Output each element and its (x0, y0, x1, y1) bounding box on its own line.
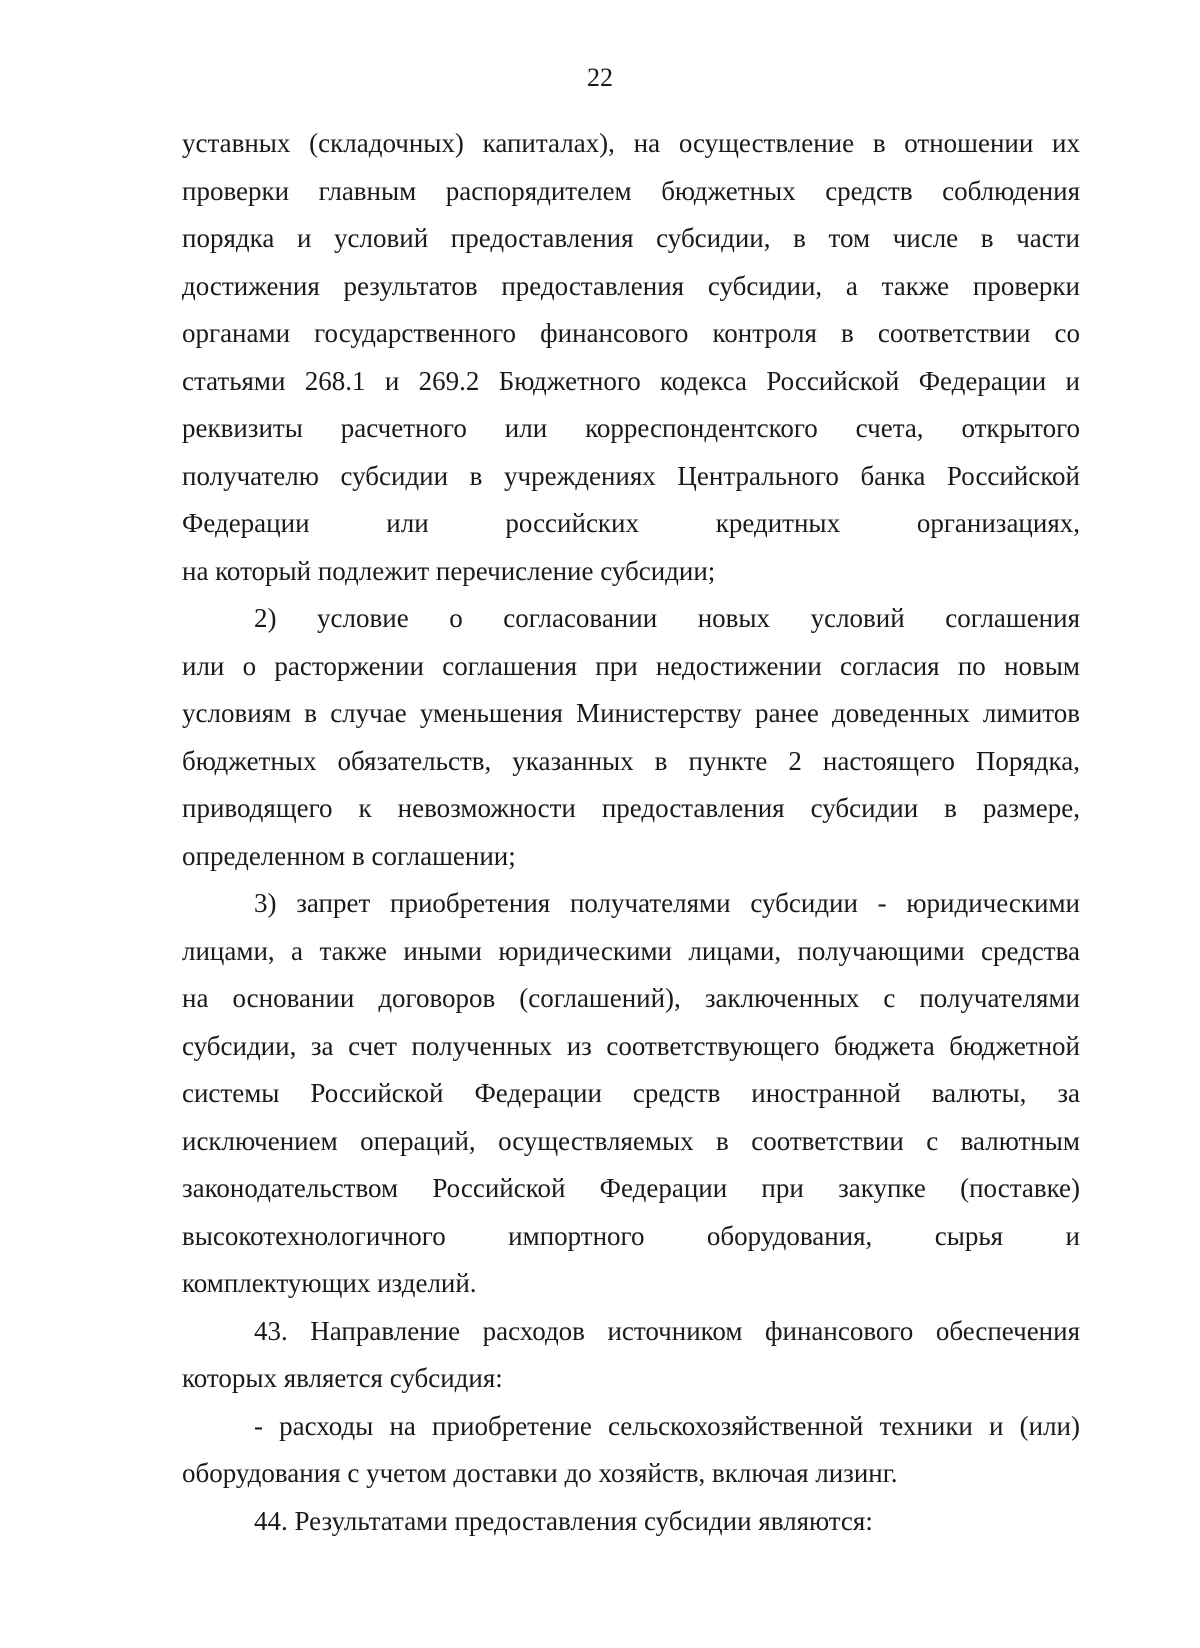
text-line: органами государственного финансового контроля в соответствии со (182, 318, 1080, 348)
text-line: получателю субсидии в учреждениях Центрального банка Российской (182, 460, 1080, 491)
paragraph-point-43 (182, 1308, 1080, 1403)
paragraph-point-44 (182, 1498, 1080, 1546)
text-line: субсидии, за счет полученных из соответствующего бюджета бюджетной (182, 1030, 1080, 1061)
text-line: бюджетных обязательств, указанных в пункте 2 настоящего Порядка, (182, 745, 1080, 776)
text-line: оборудования с учетом доставки до хозяйств, включая лизинг. (182, 1458, 898, 1488)
text-line: исключением операций, осуществляемых в соответствии с валютным (182, 1125, 1080, 1156)
paragraph-item-3 (182, 880, 1080, 1308)
text-line: определенном в соглашении; (182, 840, 516, 871)
text-line: или о расторжении соглашения при недостижении согласия по новым (182, 650, 1080, 681)
document-body (182, 120, 1080, 1545)
text-line: проверки главным распорядителем бюджетных средств соблюдения (182, 175, 1080, 206)
text-line: достижения результатов предоставления субсидии, а также проверки (182, 270, 1080, 301)
text-line: законодательством Российской Федерации при закупке (поставке) (182, 1173, 1080, 1203)
text-line: комплектующих изделий. (182, 1268, 477, 1298)
paragraph-item-2 (182, 595, 1080, 880)
text-line: порядка и условий предоставления субсидии, в том числе в части (182, 223, 1080, 253)
paragraph-continuation (182, 120, 1080, 595)
text-line: - расходы на приобретение сельскохозяйственной техники и (или) (254, 1410, 1080, 1441)
text-line: условиям в случае уменьшения Министерству ранее доведенных лимитов (182, 698, 1080, 728)
text-line: лицами, а также иными юридическими лицами, получающими средства (182, 935, 1080, 966)
text-line: на основании договоров (соглашений), заключенных с получателями (182, 983, 1080, 1013)
text-line: которых является субсидия: (182, 1363, 503, 1393)
text-line: системы Российской Федерации средств иностранной валюты, за (182, 1078, 1080, 1108)
paragraph-point-43-item (182, 1403, 1080, 1498)
text-line: 3) запрет приобретения получателями субсидии - юридическими (254, 888, 1080, 918)
text-line: 44. Результатами предоставления субсидии являются: (254, 1505, 873, 1536)
text-line: приводящего к невозможности предоставления субсидии в размере, (182, 793, 1080, 823)
text-line: реквизиты расчетного или корреспондентского счета, открытого (182, 413, 1080, 443)
text-line: 43. Направление расходов источником финансового обеспечения (254, 1315, 1080, 1346)
text-line: статьями 268.1 и 269.2 Бюджетного кодекса Российской Федерации и (182, 365, 1080, 396)
text-line: на который подлежит перечисление субсидии; (182, 555, 716, 586)
text-line: высокотехнологичного импортного оборудования, сырья и (182, 1220, 1080, 1251)
text-line: Федерации или российских кредитных организациях, (182, 508, 1080, 538)
page-number: 22 (587, 63, 613, 92)
text-line: уставных (складочных) капиталах), на осуществление в отношении их (182, 128, 1080, 158)
text-line: 2) условие о согласовании новых условий соглашения (254, 603, 1080, 633)
